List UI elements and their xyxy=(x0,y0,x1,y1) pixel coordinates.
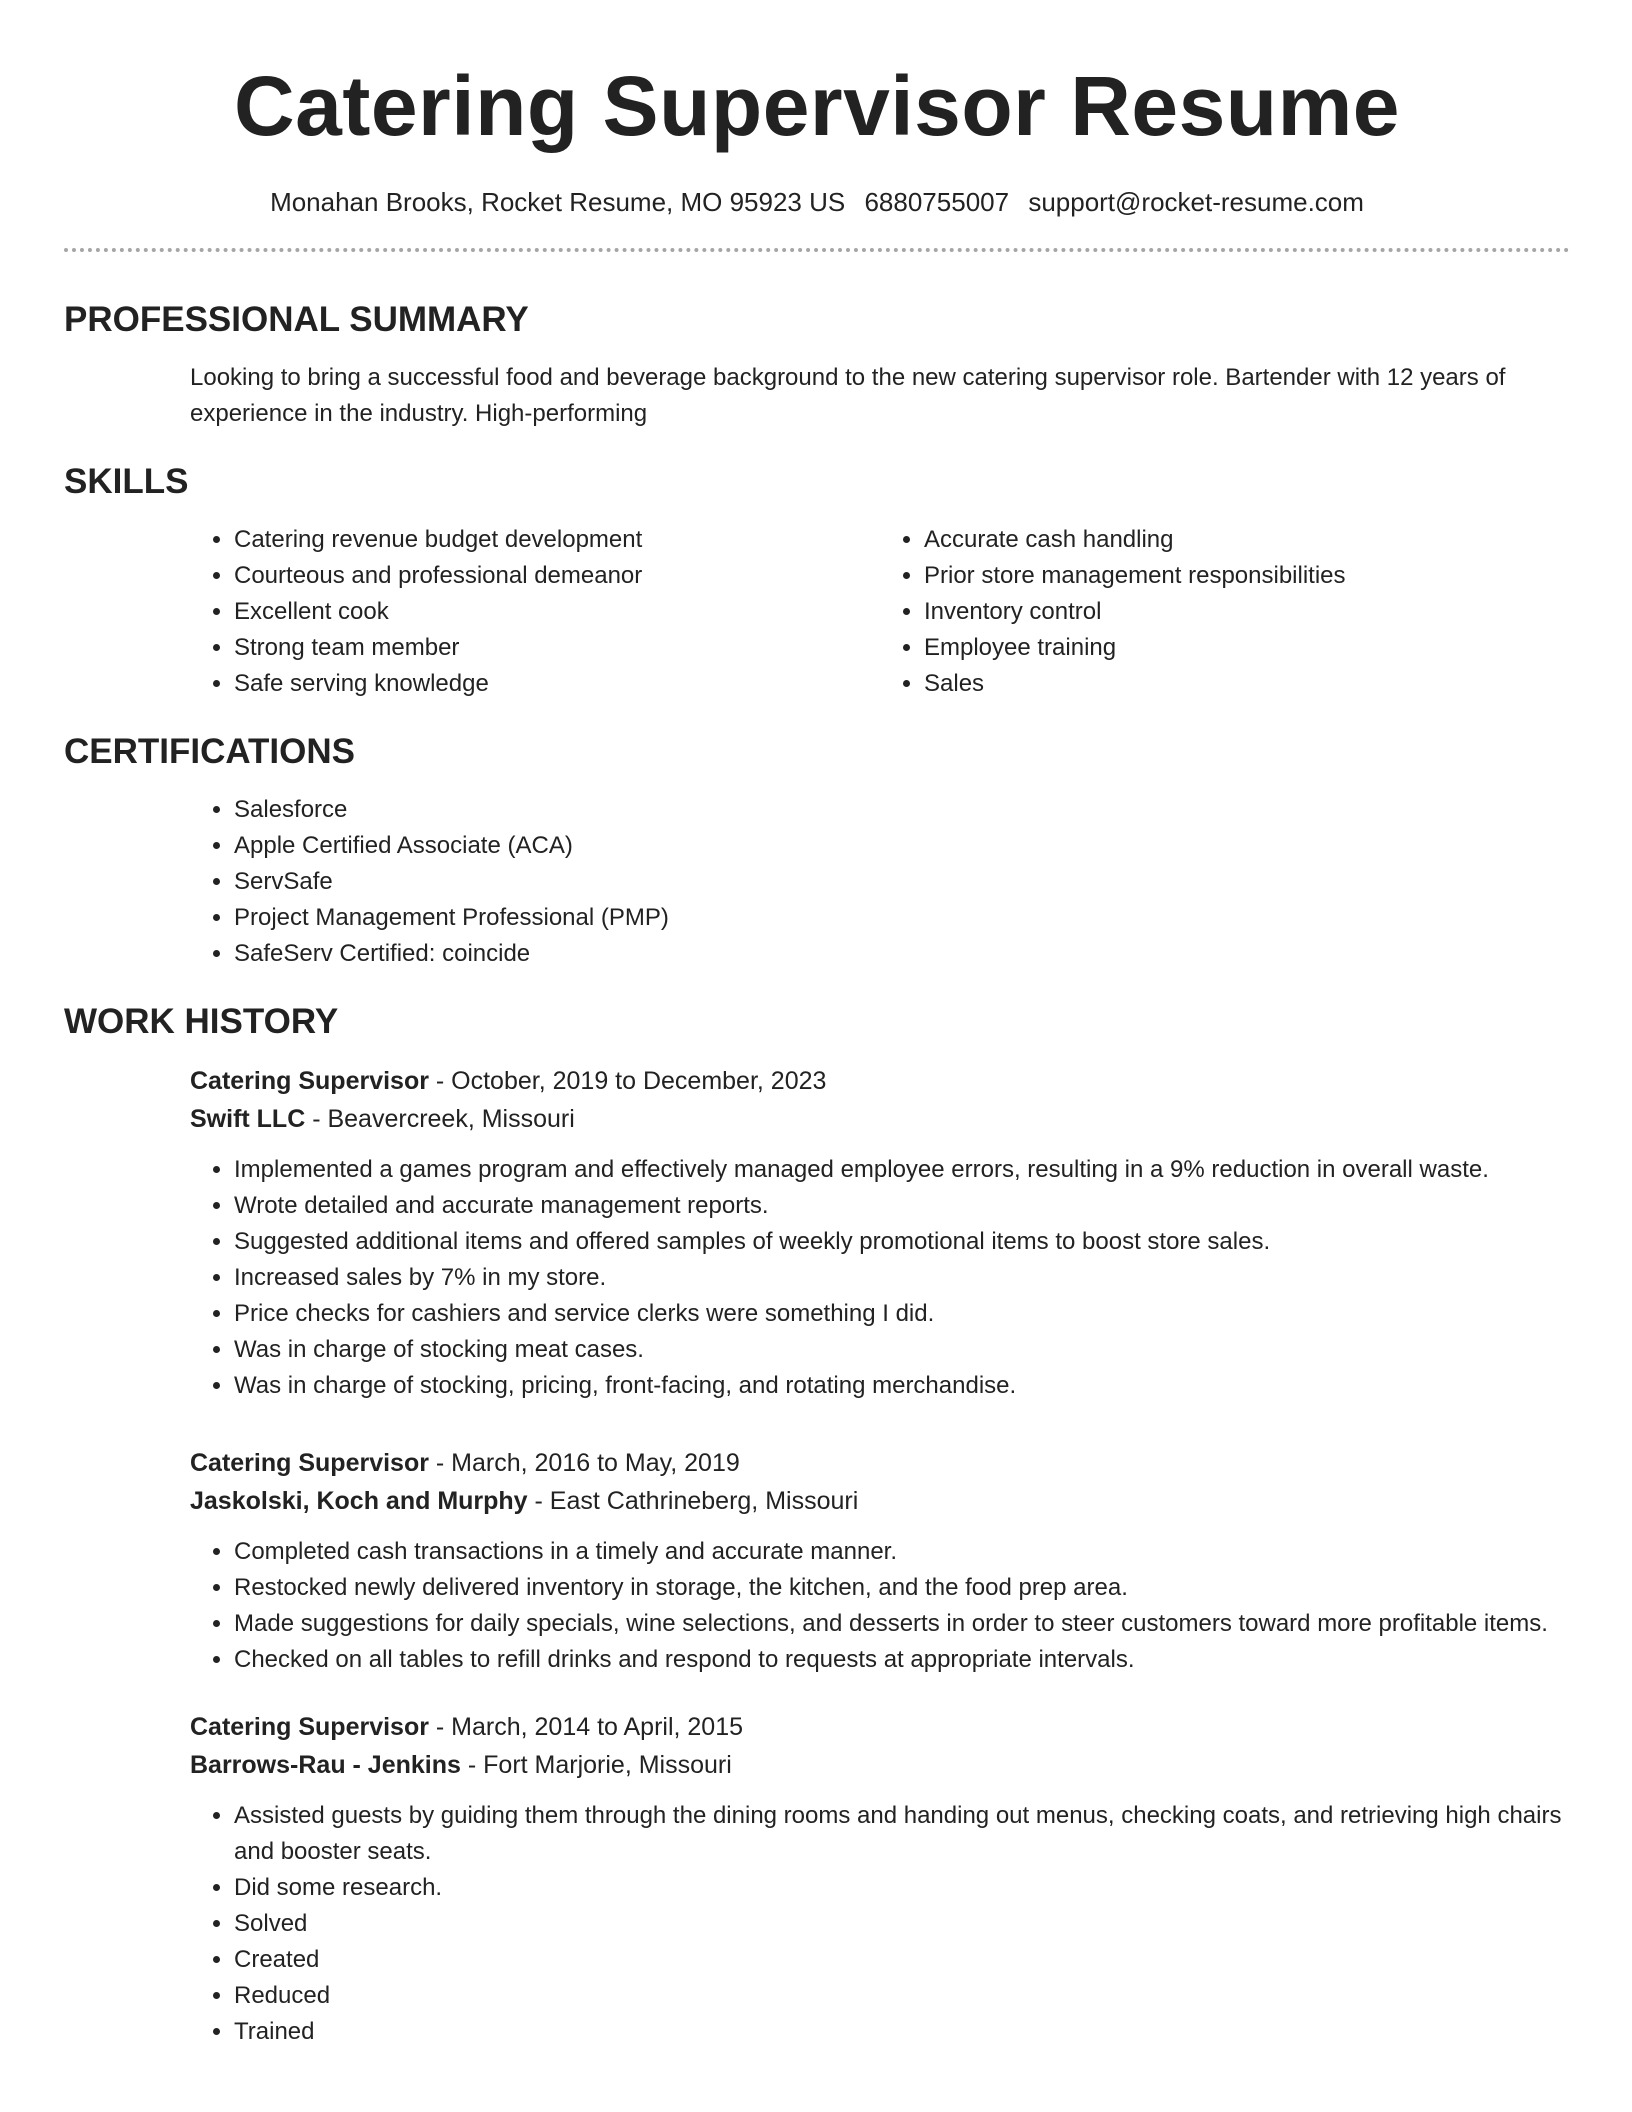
certifications-body xyxy=(190,792,1570,972)
job-entry xyxy=(190,1444,1570,1678)
list-item: • Trained xyxy=(234,2014,1570,2050)
list-item: • Checked on all tables to refill drinks and respond to requests at appropriate intervals. xyxy=(234,1642,1570,1678)
list-item: • Excellent cook xyxy=(234,594,880,630)
list-item: • Did some research. xyxy=(234,1870,1570,1906)
job-role: Catering Supervisor xyxy=(190,1713,429,1741)
summary-section xyxy=(64,298,1570,432)
job-title-line xyxy=(190,1062,1570,1100)
skills-grid xyxy=(190,522,1570,702)
contact-address: Monahan Brooks, Rocket Resume, MO 95923 US xyxy=(270,187,846,217)
list-item: • Suggested additional items and offered samples of weekly promotional items to boost store sales. xyxy=(234,1224,1570,1260)
resume-page xyxy=(64,0,1570,2080)
job-bullets xyxy=(190,1798,1570,2050)
job-company-line xyxy=(190,1100,1570,1138)
skills-section xyxy=(64,460,1570,702)
job-location: - Beavercreek, Missouri xyxy=(305,1105,575,1133)
list-item: • Reduced xyxy=(234,1978,1570,2014)
job-entry xyxy=(190,1708,1570,2050)
job-dates: - March, 2016 to May, 2019 xyxy=(428,1449,740,1477)
certifications-heading: CERTIFICATIONS xyxy=(64,732,356,771)
job-location: - Fort Marjorie, Missouri xyxy=(460,1751,732,1779)
list-item: • Implemented a games program and effectively managed employee errors, resulting in a 9% reduction in overall waste. xyxy=(234,1152,1570,1188)
job-role: Catering Supervisor xyxy=(190,1449,429,1477)
list-item: • Price checks for cashiers and service clerks were something I did. xyxy=(234,1296,1570,1332)
work-body xyxy=(190,1062,1570,2050)
list-item: • Strong team member xyxy=(234,630,880,666)
job-bullets xyxy=(190,1534,1570,1678)
list-item: • Inventory control xyxy=(924,594,1570,630)
job-dates: - October, 2019 to December, 2023 xyxy=(428,1067,827,1095)
list-item: • ServSafe xyxy=(234,864,1570,900)
list-item: • Accurate cash handling xyxy=(924,522,1570,558)
contact-phone: 6880755007 xyxy=(864,187,1010,217)
list-item: • Assisted guests by guiding them through the dining rooms and handing out menus, checking coats, and retrieving high chairs and booster seats. xyxy=(234,1798,1570,1870)
skills-right-list xyxy=(880,522,1570,702)
resume-title: Catering Supervisor Resume xyxy=(233,59,1401,153)
job-location: - East Cathrineberg, Missouri xyxy=(527,1487,859,1515)
summary-heading: PROFESSIONAL SUMMARY xyxy=(64,300,529,339)
job-company: Jaskolski, Koch and Murphy xyxy=(190,1487,528,1515)
job-company-line xyxy=(190,1482,1570,1520)
list-item: • SafeServ Certified: coincide xyxy=(234,936,1570,972)
list-item: • Increased sales by 7% in my store. xyxy=(234,1260,1570,1296)
skills-left-list xyxy=(190,522,880,702)
job-company: Swift LLC xyxy=(190,1105,306,1133)
list-item: • Was in charge of stocking, pricing, front-facing, and rotating merchandise. xyxy=(234,1368,1570,1404)
job-company-line xyxy=(190,1746,1570,1784)
job-title-line xyxy=(190,1708,1570,1746)
list-item: • Prior store management responsibilities xyxy=(924,558,1570,594)
job-title-line xyxy=(190,1444,1570,1482)
list-item: • Sales xyxy=(924,666,1570,702)
contact-email: support@rocket-resume.com xyxy=(1028,187,1364,217)
list-item: • Project Management Professional (PMP) xyxy=(234,900,1570,936)
list-item: • Was in charge of stocking meat cases. xyxy=(234,1332,1570,1368)
contact-line xyxy=(64,184,1570,220)
list-item: • Employee training xyxy=(924,630,1570,666)
list-item: • Created xyxy=(234,1942,1570,1978)
work-heading: WORK HISTORY xyxy=(64,1002,339,1041)
list-item: • Courteous and professional demeanor xyxy=(234,558,880,594)
certifications-list xyxy=(190,792,1570,972)
job-dates: - March, 2014 to April, 2015 xyxy=(428,1713,744,1741)
list-item: • Salesforce xyxy=(234,792,1570,828)
list-item: • Wrote detailed and accurate management reports. xyxy=(234,1188,1570,1224)
list-item: • Solved xyxy=(234,1906,1570,1942)
list-item: • Restocked newly delivered inventory in storage, the kitchen, and the food prep area. xyxy=(234,1570,1570,1606)
list-item: • Safe serving knowledge xyxy=(234,666,880,702)
job-company: Barrows-Rau - Jenkins xyxy=(190,1751,461,1779)
skills-heading: SKILLS xyxy=(64,462,189,501)
job-entry xyxy=(190,1062,1570,1404)
job-role: Catering Supervisor xyxy=(190,1067,429,1095)
header-divider xyxy=(64,248,1570,252)
list-item: • Catering revenue budget development xyxy=(234,522,880,558)
list-item: • Completed cash transactions in a timely and accurate manner. xyxy=(234,1534,1570,1570)
job-bullets xyxy=(190,1152,1570,1404)
summary-text: Looking to bring a successful food and beverage background to the new catering supervisor role. Bartender with 12 years of experience in the industry. High-performing xyxy=(190,364,1506,427)
work-section xyxy=(64,1000,1570,2050)
list-item: • Made suggestions for daily specials, wine selections, and desserts in order to steer customers toward more profitable items. xyxy=(234,1606,1570,1642)
list-item: • Apple Certified Associate (ACA) xyxy=(234,828,1570,864)
certifications-section xyxy=(64,730,1570,972)
